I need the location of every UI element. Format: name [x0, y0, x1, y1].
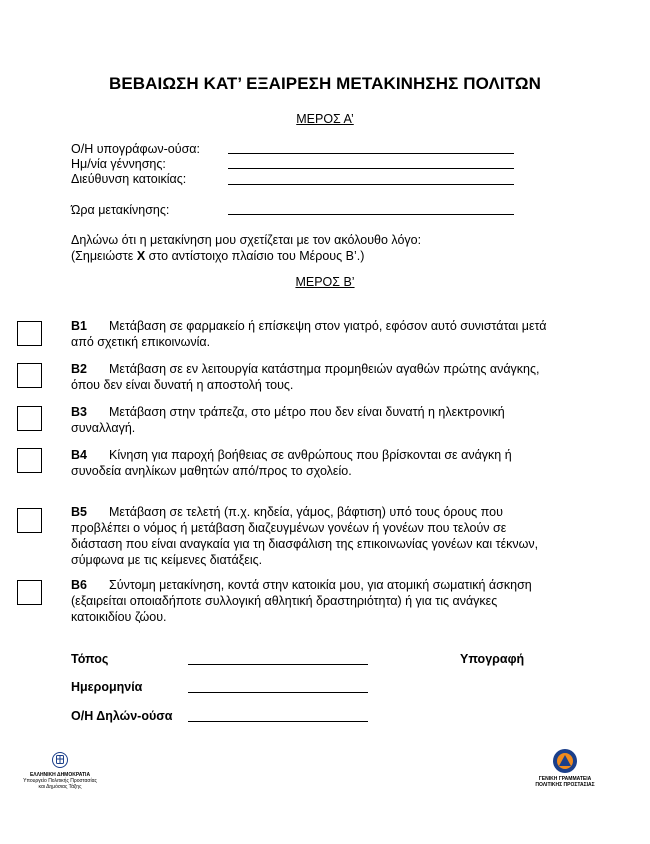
civil-protection-logo — [535, 748, 595, 788]
checkbox-b1[interactable] — [17, 321, 42, 346]
footer-right-line-1: ΓΕΝΙΚΗ ΓΡΑΜΜΑΤΕΙΑ — [538, 776, 592, 782]
declaration-post: στο αντίστοιχο πλαίσιο του Μέρους Β’.) — [145, 249, 365, 263]
address-label: Διεύθυνση κατοικίας: — [71, 172, 187, 186]
declaration-line-2 — [71, 248, 571, 264]
option-text: Μετάβαση στην τράπεζα, στο μέτρο που δεν είναι δυνατή η ηλεκτρονική συναλλαγή. — [71, 405, 505, 435]
option-code: Β2 — [71, 362, 87, 376]
movement-time-field[interactable] — [228, 214, 514, 215]
option-code: Β3 — [71, 405, 87, 419]
declaration-line-1: Δηλώνω ότι η μετακίνηση μου σχετίζεται με τον ακόλουθο λόγο: — [71, 233, 422, 247]
option-code: Β4 — [71, 448, 87, 462]
checkbox-b3[interactable] — [17, 406, 42, 431]
footer-left-line-3: και Δημόσιας Τάξης — [38, 784, 82, 790]
date-label: Ημερομηνία — [71, 680, 143, 694]
option-text: Μετάβαση σε τελετή (π.χ. κηδεία, γάμος, βάφτιση) υπό τους όρους που προβλέπει ο νόμος ή μετάβαση διαζευγμένων γονέων ή γονέων που τελούν σε διάσταση που είναι αναγκαία για τη διασφάλιση της επικοινωνίας γονέων και τέκνων, σύμφωνα με τις κείμενες διατάξεις. — [71, 505, 539, 567]
footer-right-line-2: ΠΟΛΙΤΙΚΗΣ ΠΡΟΣΤΑΣΙΑΣ — [535, 782, 595, 788]
option-text: Μετάβαση σε εν λειτουργία κατάστημα προμηθειών αγαθών πρώτης ανάγκης, όπου δεν είναι δυνατή η αποστολή τους. — [71, 362, 540, 392]
place-label: Τόπος — [71, 652, 109, 666]
declaration-pre: (Σημειώστε — [71, 249, 137, 263]
option-b4 — [71, 447, 561, 479]
option-b3 — [71, 404, 561, 436]
option-b2 — [71, 361, 561, 393]
part-b-heading: ΜΕΡΟΣ Β’ — [295, 275, 355, 289]
birth-date-field[interactable] — [228, 168, 514, 169]
footer-left-line-2: Υπουργείο Πολιτικής Προστασίας — [23, 778, 97, 784]
hellenic-republic-logo — [20, 750, 100, 790]
checkbox-b5[interactable] — [17, 508, 42, 533]
greek-emblem-icon — [20, 750, 100, 770]
option-code: Β5 — [71, 505, 87, 519]
signer-name-label: Ο/Η υπογράφων-ούσα: — [71, 142, 200, 156]
declaration-mark: Χ — [136, 249, 146, 263]
option-code: Β6 — [71, 578, 87, 592]
option-text: Σύντομη μετακίνηση, κοντά στην κατοικία μου, για ατομική σωματική άσκηση (εξαιρείται οποιαδήποτε συλλογική αθλητική δραστηριότητα) ή για τις ανάγκες κατοικιδίου ζώου. — [71, 578, 532, 624]
signer-name-field[interactable] — [228, 153, 514, 154]
declarant-label: Ο/Η Δηλών-ούσα — [71, 709, 173, 723]
option-b1 — [71, 318, 561, 350]
birth-date-label: Ημ/νία γέννησης: — [71, 157, 166, 171]
option-b6 — [71, 577, 561, 625]
checkbox-b6[interactable] — [17, 580, 42, 605]
civil-protection-emblem-icon — [535, 748, 595, 774]
footer-left-line-1: ΕΛΛΗΝΙΚΗ ΔΗΜΟΚΡΑΤΙΑ — [29, 772, 91, 778]
checkbox-b4[interactable] — [17, 448, 42, 473]
movement-time-label: Ώρα μετακίνησης: — [71, 203, 170, 217]
checkbox-b2[interactable] — [17, 363, 42, 388]
option-text: Κίνηση για παροχή βοήθειας σε ανθρώπους που βρίσκονται σε ανάγκη ή συνοδεία ανηλίκων μαθητών από/προς το σχολείο. — [71, 448, 512, 478]
declaration-text — [71, 232, 571, 264]
option-text: Μετάβαση σε φαρμακείο ή επίσκεψη στον γιατρό, εφόσον αυτό συνιστάται μετά από σχετική επικοινωνία. — [71, 319, 547, 349]
declarant-field[interactable] — [188, 721, 368, 722]
option-b5 — [71, 504, 561, 568]
document-title: ΒΕΒΑΙΩΣΗ ΚΑΤ’ ΕΞΑΙΡΕΣΗ ΜΕΤΑΚΙΝΗΣΗΣ ΠΟΛΙΤΩΝ — [108, 74, 542, 93]
option-code: Β1 — [71, 319, 87, 333]
signature-label: Υπογραφή — [460, 652, 525, 666]
address-field[interactable] — [228, 184, 514, 185]
part-a-heading: ΜΕΡΟΣ Α’ — [296, 112, 354, 126]
date-field[interactable] — [188, 692, 368, 693]
place-field[interactable] — [188, 664, 368, 665]
